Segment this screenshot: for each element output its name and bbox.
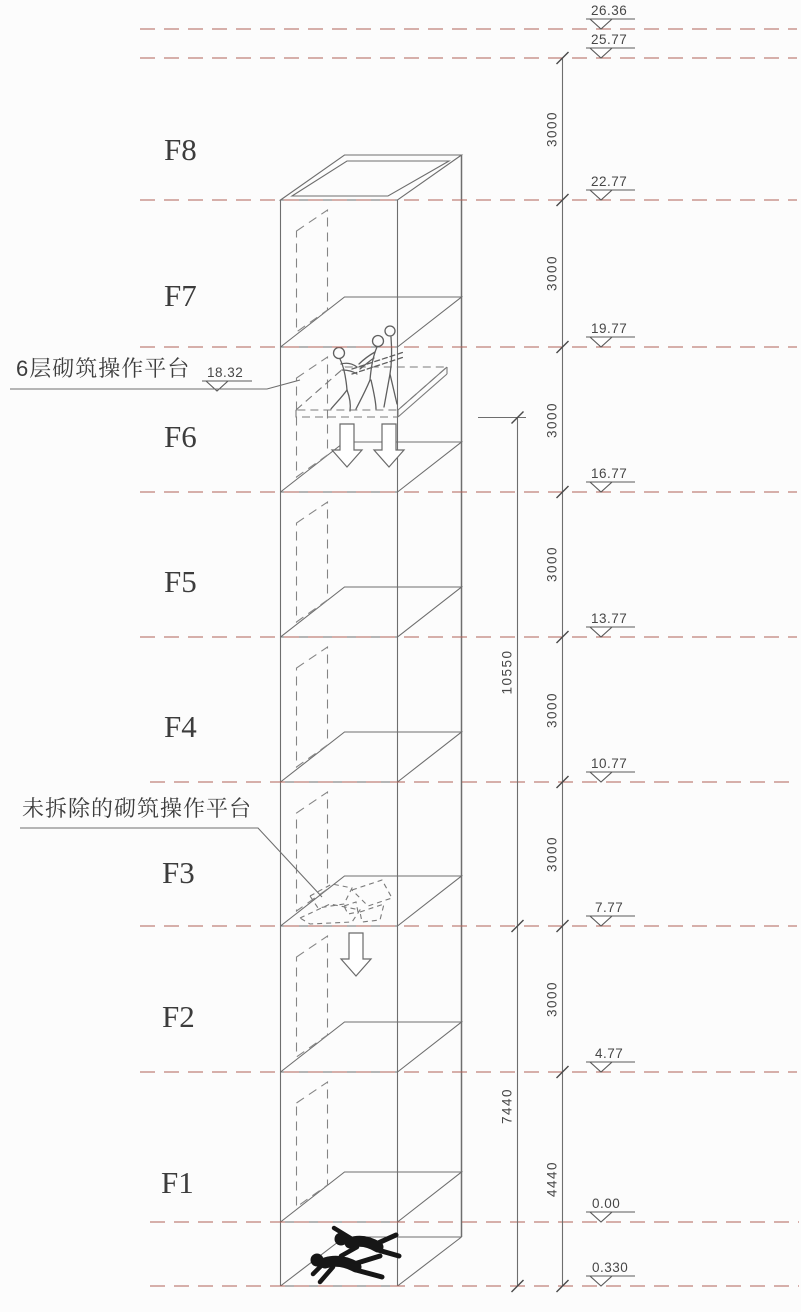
elevation-value: 0.330 — [592, 1260, 629, 1275]
elevation-value: 4.77 — [595, 1046, 624, 1061]
floor-label-f6: F6 — [164, 419, 197, 454]
dim-story-height: 3000 — [544, 254, 560, 292]
elevation-value-platform: 18.32 — [207, 365, 244, 380]
floor-label-f1: F1 — [161, 1165, 194, 1200]
dim-story-height: 3000 — [544, 835, 560, 873]
door-openings — [297, 210, 328, 1207]
dim-story-height: 3000 — [544, 980, 560, 1018]
dim-story-height: 3000 — [544, 401, 560, 439]
elevation-value: 0.00 — [592, 1196, 621, 1211]
annotation-lower-platform: 未拆除的砌筑操作平台 — [22, 796, 253, 821]
floor-label-f4: F4 — [164, 709, 197, 744]
dim-story-height: 3000 — [544, 691, 560, 729]
annotation-upper-platform: 6层砌筑操作平台 — [16, 356, 191, 381]
elevation-value: 25.77 — [591, 32, 628, 47]
dim-lower-fall-height: 7440 — [499, 1087, 515, 1125]
down-arrow-icon — [332, 424, 404, 976]
elevation-value: 22.77 — [591, 174, 628, 189]
work-platform — [296, 367, 447, 417]
floor-label-f8: F8 — [164, 132, 197, 167]
worker-figures — [331, 326, 404, 411]
dim-story-height: 3000 — [544, 545, 560, 583]
floor-label-f7: F7 — [164, 278, 197, 313]
floor-label-f2: F2 — [162, 999, 195, 1034]
dim-first-story-height: 4440 — [544, 1160, 560, 1198]
shaft-structure — [281, 155, 462, 1286]
elevation-value: 7.77 — [595, 900, 624, 915]
level-lines — [140, 29, 799, 1286]
fallen-workers-icon — [311, 1228, 399, 1282]
elevation-value: 13.77 — [591, 611, 628, 626]
dimension-ticks — [512, 52, 569, 1292]
dim-story-height: 3000 — [544, 110, 560, 148]
elevation-value: 26.36 — [591, 3, 628, 18]
floor-label-f3: F3 — [162, 855, 195, 890]
floor-label-f5: F5 — [164, 564, 197, 599]
elevation-marker-symbols — [202, 19, 635, 1286]
dim-platform-fall-height: 10550 — [499, 649, 515, 695]
elevation-value: 19.77 — [591, 321, 628, 336]
elevation-value: 10.77 — [591, 756, 628, 771]
broken-platform-debris — [300, 880, 392, 924]
elevation-value: 16.77 — [591, 466, 628, 481]
dimension-lines — [478, 58, 563, 1286]
